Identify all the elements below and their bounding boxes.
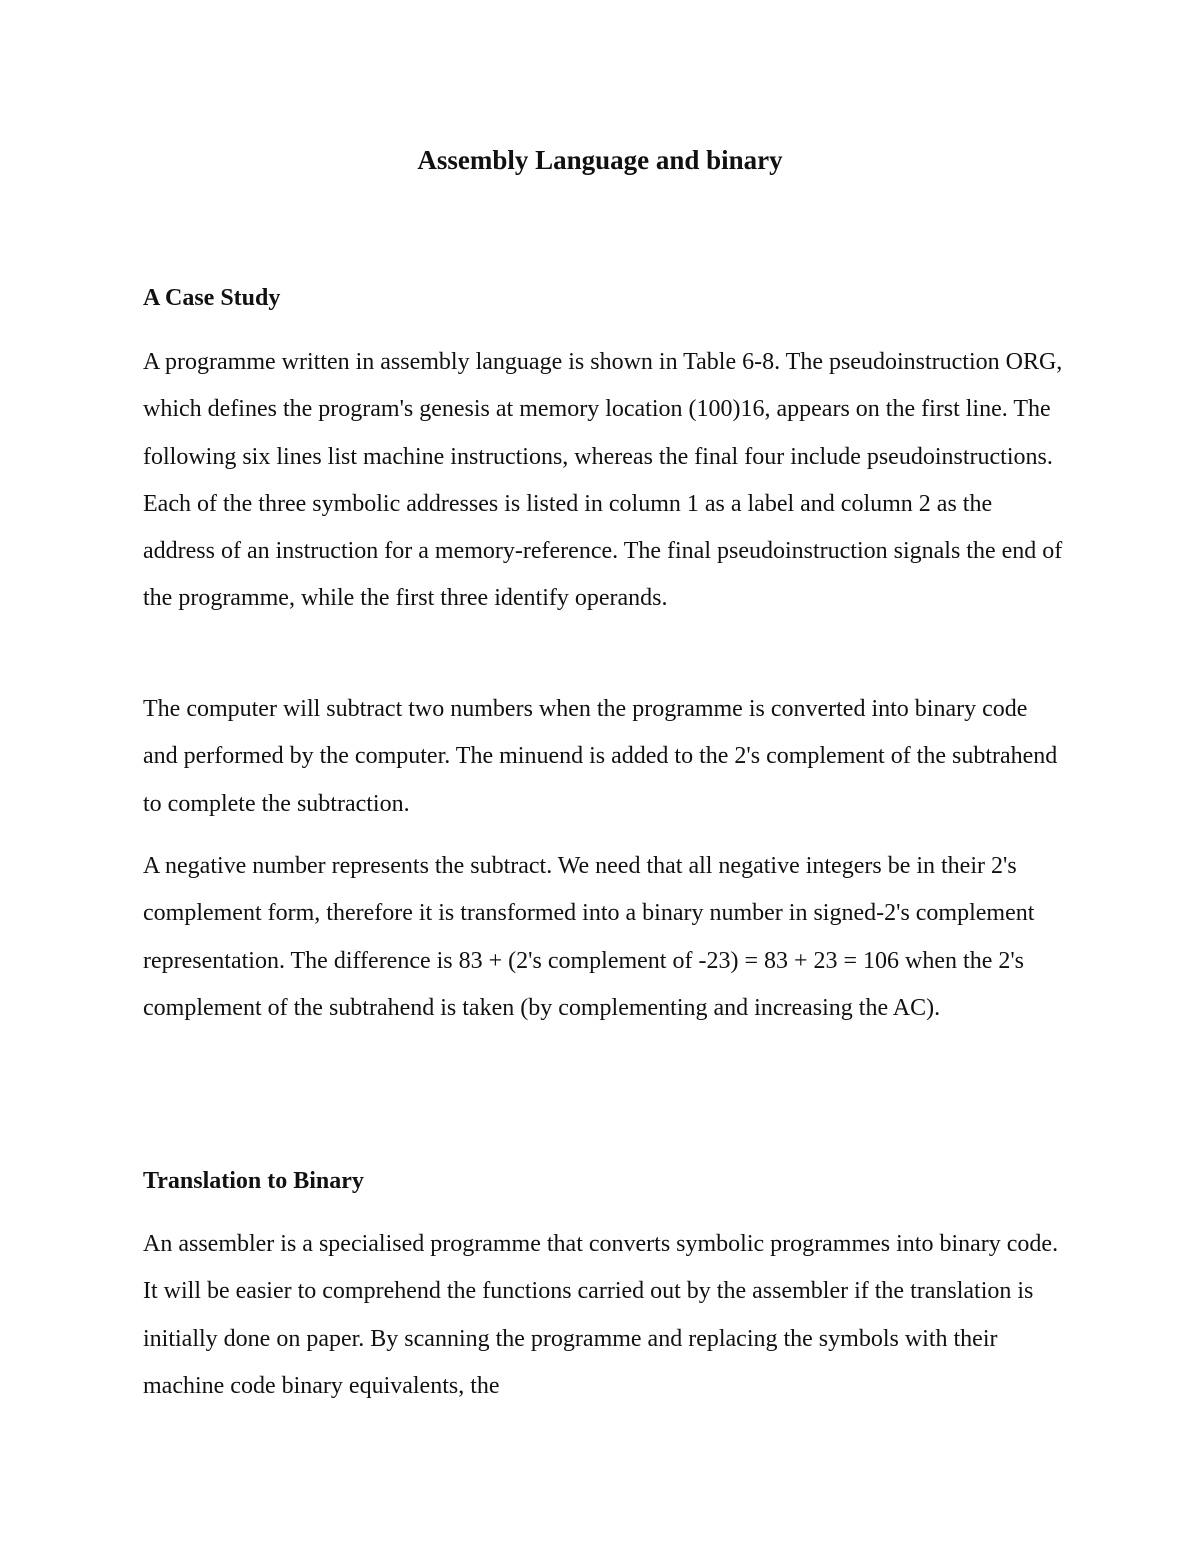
document-title: Assembly Language and binary	[417, 145, 783, 175]
section-heading-case-study: A Case Study	[143, 285, 281, 311]
section-heading-translation-to-binary: Translation to Binary	[143, 1168, 364, 1194]
paragraph: A programme written in assembly language is shown in Table 6-8. The pseudoinstruction ORG, which defines the program's genesis at memory location (100)16, appears on the first line. The following six lines list machine instructions, whereas the final four include pseudoinstructions. Each of the three symbolic addresses is listed in column 1 as a label and column 2 as the address of an instruction for a memory-reference. The final pseudoinstruction signals the end of the programme, while the first three identify operands.	[143, 349, 1063, 612]
paragraph: The computer will subtract two numbers when the programme is converted into binary code and performed by the computer. The minuend is added to the 2's complement of the subtrahend to complete the subtraction.	[143, 696, 1058, 817]
paragraph: An assembler is a specialised programme that converts symbolic programmes into binary code. It will be easier to comprehend the functions carried out by the assembler if the translation is initially done on paper. By scanning the programme and replacing the symbols with their machine code binary equivalents, the	[143, 1231, 1059, 1399]
paragraph: A negative number represents the subtract. We need that all negative integers be in their 2's complement form, therefore it is transformed into a binary number in signed-2's complement representation. The difference is 83 + (2's complement of -23) = 83 + 23 = 106 when the 2's complement of the subtrahend is taken (by complementing and increasing the AC).	[143, 853, 1035, 1021]
